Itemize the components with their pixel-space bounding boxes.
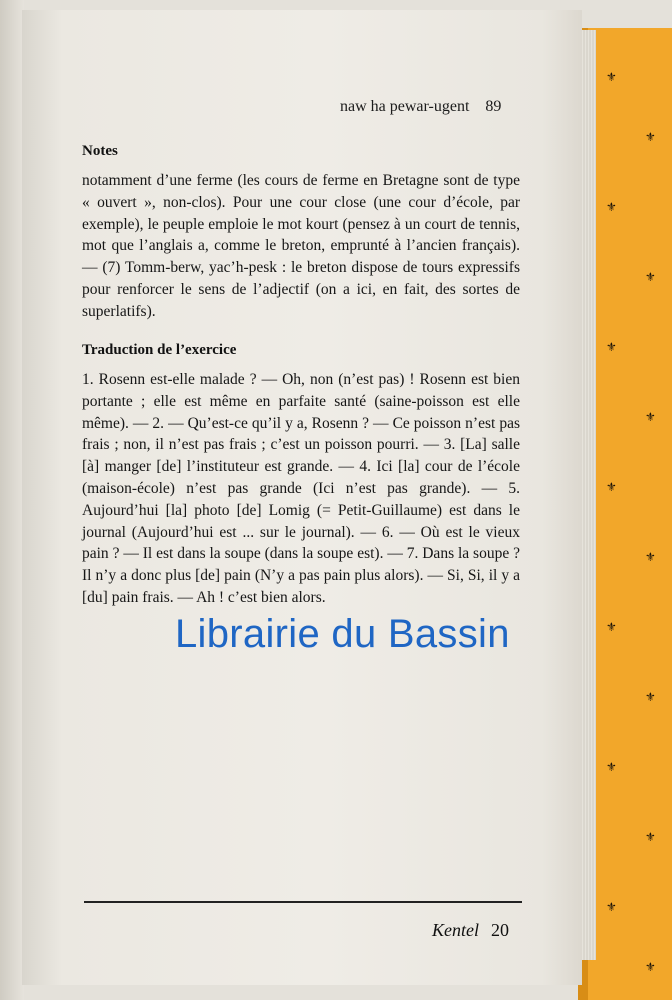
footer-page-number: 20: [491, 920, 509, 940]
translation-paragraph: 1. Rosenn est-elle malade ? — Oh, non (n’est pas) ! Rosenn est bien portante ; elle est même en parfaite santé (saine-poisson est elle même). — 2. — Qu’est-ce qu’il y a, Rosenn ? — Ce poisson n’est pas frais ; non, il n’est pas frais ; c’est un poisson pourri. — 3. [La] salle [à] manger [de] l’instituteur est grande. — 4. Ici [la] cour de l’école (maison-école) n’est pas grande (Ici n’est pas grande). — 5. Aujourd’hui [la] photo [de] Lomig (= Petit-Guillaume) est dans le journal (Aujourd’hui est ... sur le journal). — 6. — Où est le vieux pain ? — Il est dans la soupe (dans la soupe est). — 7. Dans la soupe ? Il n’y a donc plus [de] pain (N’y a pas pain plus alors). — Si, Si, il y a [du] pain frais. — Ah ! c’est bien alors.: [82, 371, 520, 606]
ermine-mark-icon: ⚜: [645, 960, 656, 974]
ermine-mark-icon: ⚜: [606, 620, 617, 634]
ermine-mark-icon: ⚜: [606, 760, 617, 774]
ermine-mark-icon: ⚜: [606, 480, 617, 494]
ermine-mark-icon: ⚜: [645, 410, 656, 424]
notes-heading: Notes: [82, 143, 118, 159]
footer-title: Kentel: [432, 920, 479, 940]
notes-paragraph: notamment d’une ferme (les cours de ferme en Bretagne sont de type « ouvert », non-clos). Pour une cour close (une cour d’école, par exemple), le peuple emploie le mot kourt (pensez à un court de tennis, mot que l’anglais a, comme le breton, emprunté à l’ancien français). — (7) Tomm-berw, yac’h-pesk : le breton dispose de tours expressifs pour renforcer le sens de l’adjectif (on a ici, en fait, des sortes de superlatifs).: [82, 172, 520, 320]
page-footer: [432, 920, 509, 941]
watermark: Librairie du Bassin: [175, 612, 510, 656]
ermine-mark-icon: ⚜: [645, 270, 656, 284]
ermine-mark-icon: ⚜: [606, 70, 617, 84]
previous-page-edge: [0, 0, 24, 1000]
translation-heading: Traduction de l’exercice: [82, 342, 237, 358]
ermine-mark-icon: ⚜: [645, 690, 656, 704]
running-header: [340, 98, 501, 116]
header-page-number: 89: [485, 98, 502, 115]
ermine-mark-icon: ⚜: [645, 550, 656, 564]
ermine-mark-icon: ⚜: [645, 130, 656, 144]
footer-rule: [84, 901, 522, 903]
ermine-mark-icon: ⚜: [606, 200, 617, 214]
book-page: [22, 10, 582, 985]
ermine-mark-icon: ⚜: [606, 340, 617, 354]
ermine-mark-icon: ⚜: [606, 900, 617, 914]
ermine-mark-icon: ⚜: [645, 830, 656, 844]
header-title: naw ha pewar-ugent: [340, 98, 470, 115]
